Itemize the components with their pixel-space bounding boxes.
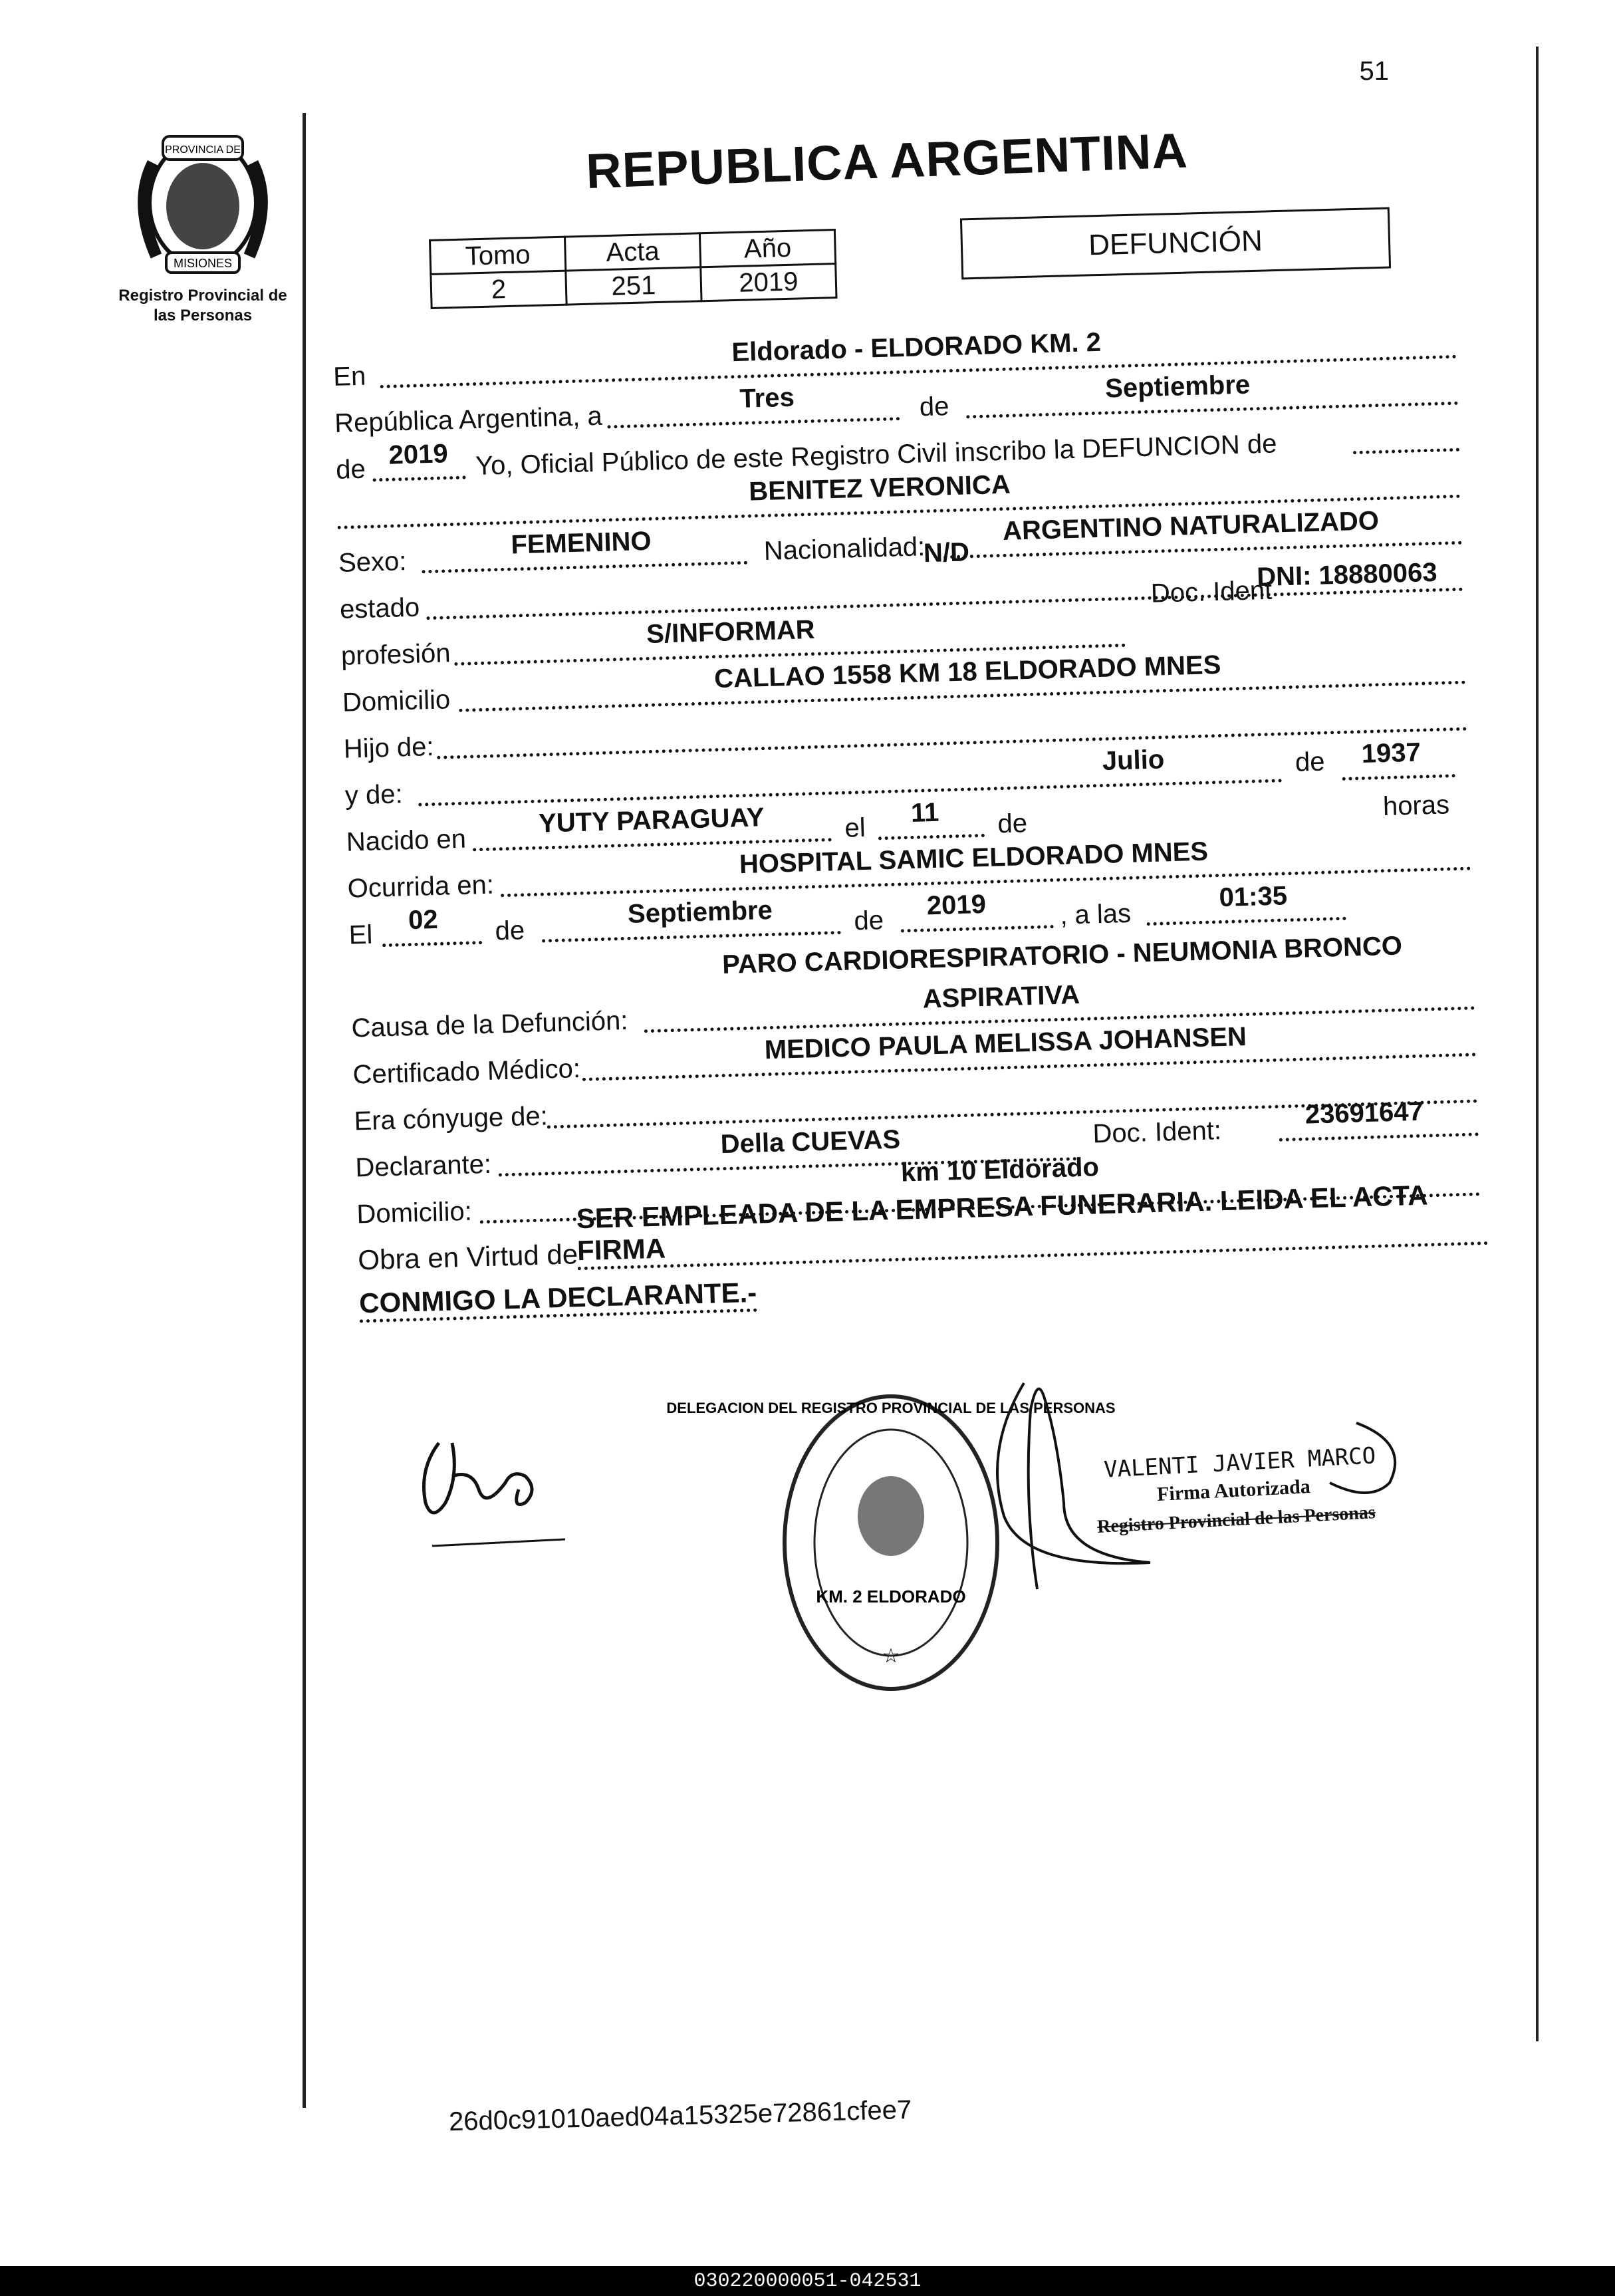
table-cell-tomo: 2 [431,271,566,308]
table-header-anio: Año [699,230,835,267]
value-nacionalidad: ARGENTINO NATURALIZADO [1002,506,1380,546]
dotted-line [878,834,985,840]
svg-text:☆: ☆ [882,1644,900,1668]
seal-ring-text: DELEGACION DEL REGISTRO PROVINCIAL DE LAS PERSONAS [666,1400,1116,1416]
label-nacido-en: Nacido en [346,824,467,857]
svg-text:MISIONES: MISIONES [173,257,233,270]
label-de: de [853,906,884,936]
label-doc-ident: Doc. Ident [1150,575,1273,608]
right-margin-rule [1536,47,1539,2041]
value-en: Eldorado - ELDORADO KM. 2 [731,327,1102,368]
label-horas: horas [1382,790,1450,822]
table-cell-acta: 251 [566,267,701,305]
label-a-las: , a las [1059,898,1132,930]
table-header-tomo: Tomo [430,237,566,274]
value-dia-def: 02 [408,904,439,936]
value-doc-ident-decl: 23691647 [1304,1096,1424,1130]
page-number: 51 [1359,57,1389,86]
value-profesion: S/INFORMAR [646,614,816,649]
left-margin-rule [303,113,306,2108]
delegacion-seal [666,1370,1116,1716]
dotted-line [1353,448,1459,454]
value-nacido-en: YUTY PARAGUAY [538,803,765,838]
table-header-acta: Acta [564,233,700,271]
value-hora-def: 01:35 [1219,881,1288,913]
value-declarante: Della CUEVAS [720,1124,901,1160]
dotted-line [382,941,482,947]
label-de: de [335,454,366,485]
table-cell-anio: 2019 [701,264,836,301]
value-anio-def: 2019 [926,889,987,921]
label-domicilio-decl: Domicilio: [356,1196,473,1229]
label-de: de [997,809,1028,839]
registro-table [429,229,838,309]
label-republica: República Argentina, a [334,401,603,438]
label-el: el [844,813,866,843]
label-causa: Causa de la Defunción: [351,1005,628,1043]
label-sexo: Sexo: [338,547,408,578]
logo-caption-line1: Registro Provincial de [118,287,287,305]
text-inscribo: Yo, Oficial Público de este Registro Civil inscribo la DEFUNCION de [475,429,1277,481]
value-mes-acta: Septiembre [1104,370,1251,404]
svg-text:PROVINCIA DE: PROVINCIA DE [165,144,241,156]
label-doc-ident-decl: Doc. Ident: [1092,1116,1222,1149]
label-obra: Obra en Virtud de [357,1238,578,1276]
firma-autorizada: Firma Autorizada [1156,1475,1311,1506]
value-ocurrida-en: HOSPITAL SAMIC ELDORADO MNES [739,836,1209,880]
value-obra-line2: CONMIGO LA DECLARANTE.- [359,1277,757,1323]
footer-barcode-text: 030220000051-042531 [0,2266,1615,2296]
firma-nombre: VALENTI JAVIER MARCO [1103,1442,1377,1483]
label-profesion: profesión [340,638,451,671]
logo-caption-line2: las Personas [153,307,253,324]
document-hash: 26d0c91010aed04a15325e72861cfee7 [448,2095,912,2137]
label-conyuge: Era cónyuge de: [353,1101,549,1136]
value-nombre: BENITEZ VERONICA [748,469,1011,507]
label-estado: estado [339,592,420,624]
label-certificado: Certificado Médico: [352,1054,581,1090]
provincia-misiones-seal-icon [126,123,279,283]
value-obra-line1: SER EMPLEADA DE LA EMPRESA FUNERARIA. LEIDA EL ACTA FIRMA [576,1178,1488,1270]
acta-form [332,315,1489,1323]
dotted-line [1342,774,1455,781]
label-nacionalidad: Nacionalidad: [763,532,926,566]
seal-inner-text: KM. 2 ELDORADO [816,1587,966,1606]
value-doc-ident: DNI: 18880063 [1256,557,1438,592]
page-title: REPUBLICA ARGENTINA [585,122,1189,199]
value-estado: N/D [923,537,970,569]
value-mes-def: Septiembre [627,895,773,929]
label-domicilio: Domicilio [342,685,451,717]
logo-caption [100,286,306,326]
declarante-signature [412,1430,585,1556]
firma-registro: Registro Provincial de las Personas [1096,1502,1376,1537]
label-de: de [919,392,950,422]
label-hijo-de: Hijo de: [343,731,435,764]
label-declarante: Declarante: [354,1149,492,1183]
value-domicilio-decl: km 10 Eldorado [900,1152,1100,1188]
dotted-line [373,475,466,481]
value-anio-acta: 2019 [388,439,449,470]
label-en: En [332,361,366,392]
value-sexo: FEMENINO [510,526,652,560]
value-causa-line1: PARO CARDIORESPIRATORIO - NEUMONIA BRONCO [721,931,1403,979]
label-de: de [1295,747,1326,777]
dotted-line [1279,1132,1479,1141]
label-de: de [495,916,525,946]
label-y-de: y de: [344,779,404,811]
value-certificado: MEDICO PAULA MELISSA JOHANSEN [764,1022,1247,1065]
tipo-acta-box: DEFUNCIÓN [960,207,1391,280]
value-dia-nac: 11 [910,797,939,828]
value-domicilio: CALLAO 1558 KM 18 ELDORADO MNES [713,650,1221,694]
value-mes-nac: Julio [1102,745,1165,776]
value-causa-line2: ASPIRATIVA [922,980,1080,1014]
label-ocurrida-en: Ocurrida en: [347,870,495,904]
value-anio-nac: 1937 [1361,737,1422,769]
value-dia-acta: Tres [739,382,795,414]
label-el: El [348,920,373,950]
